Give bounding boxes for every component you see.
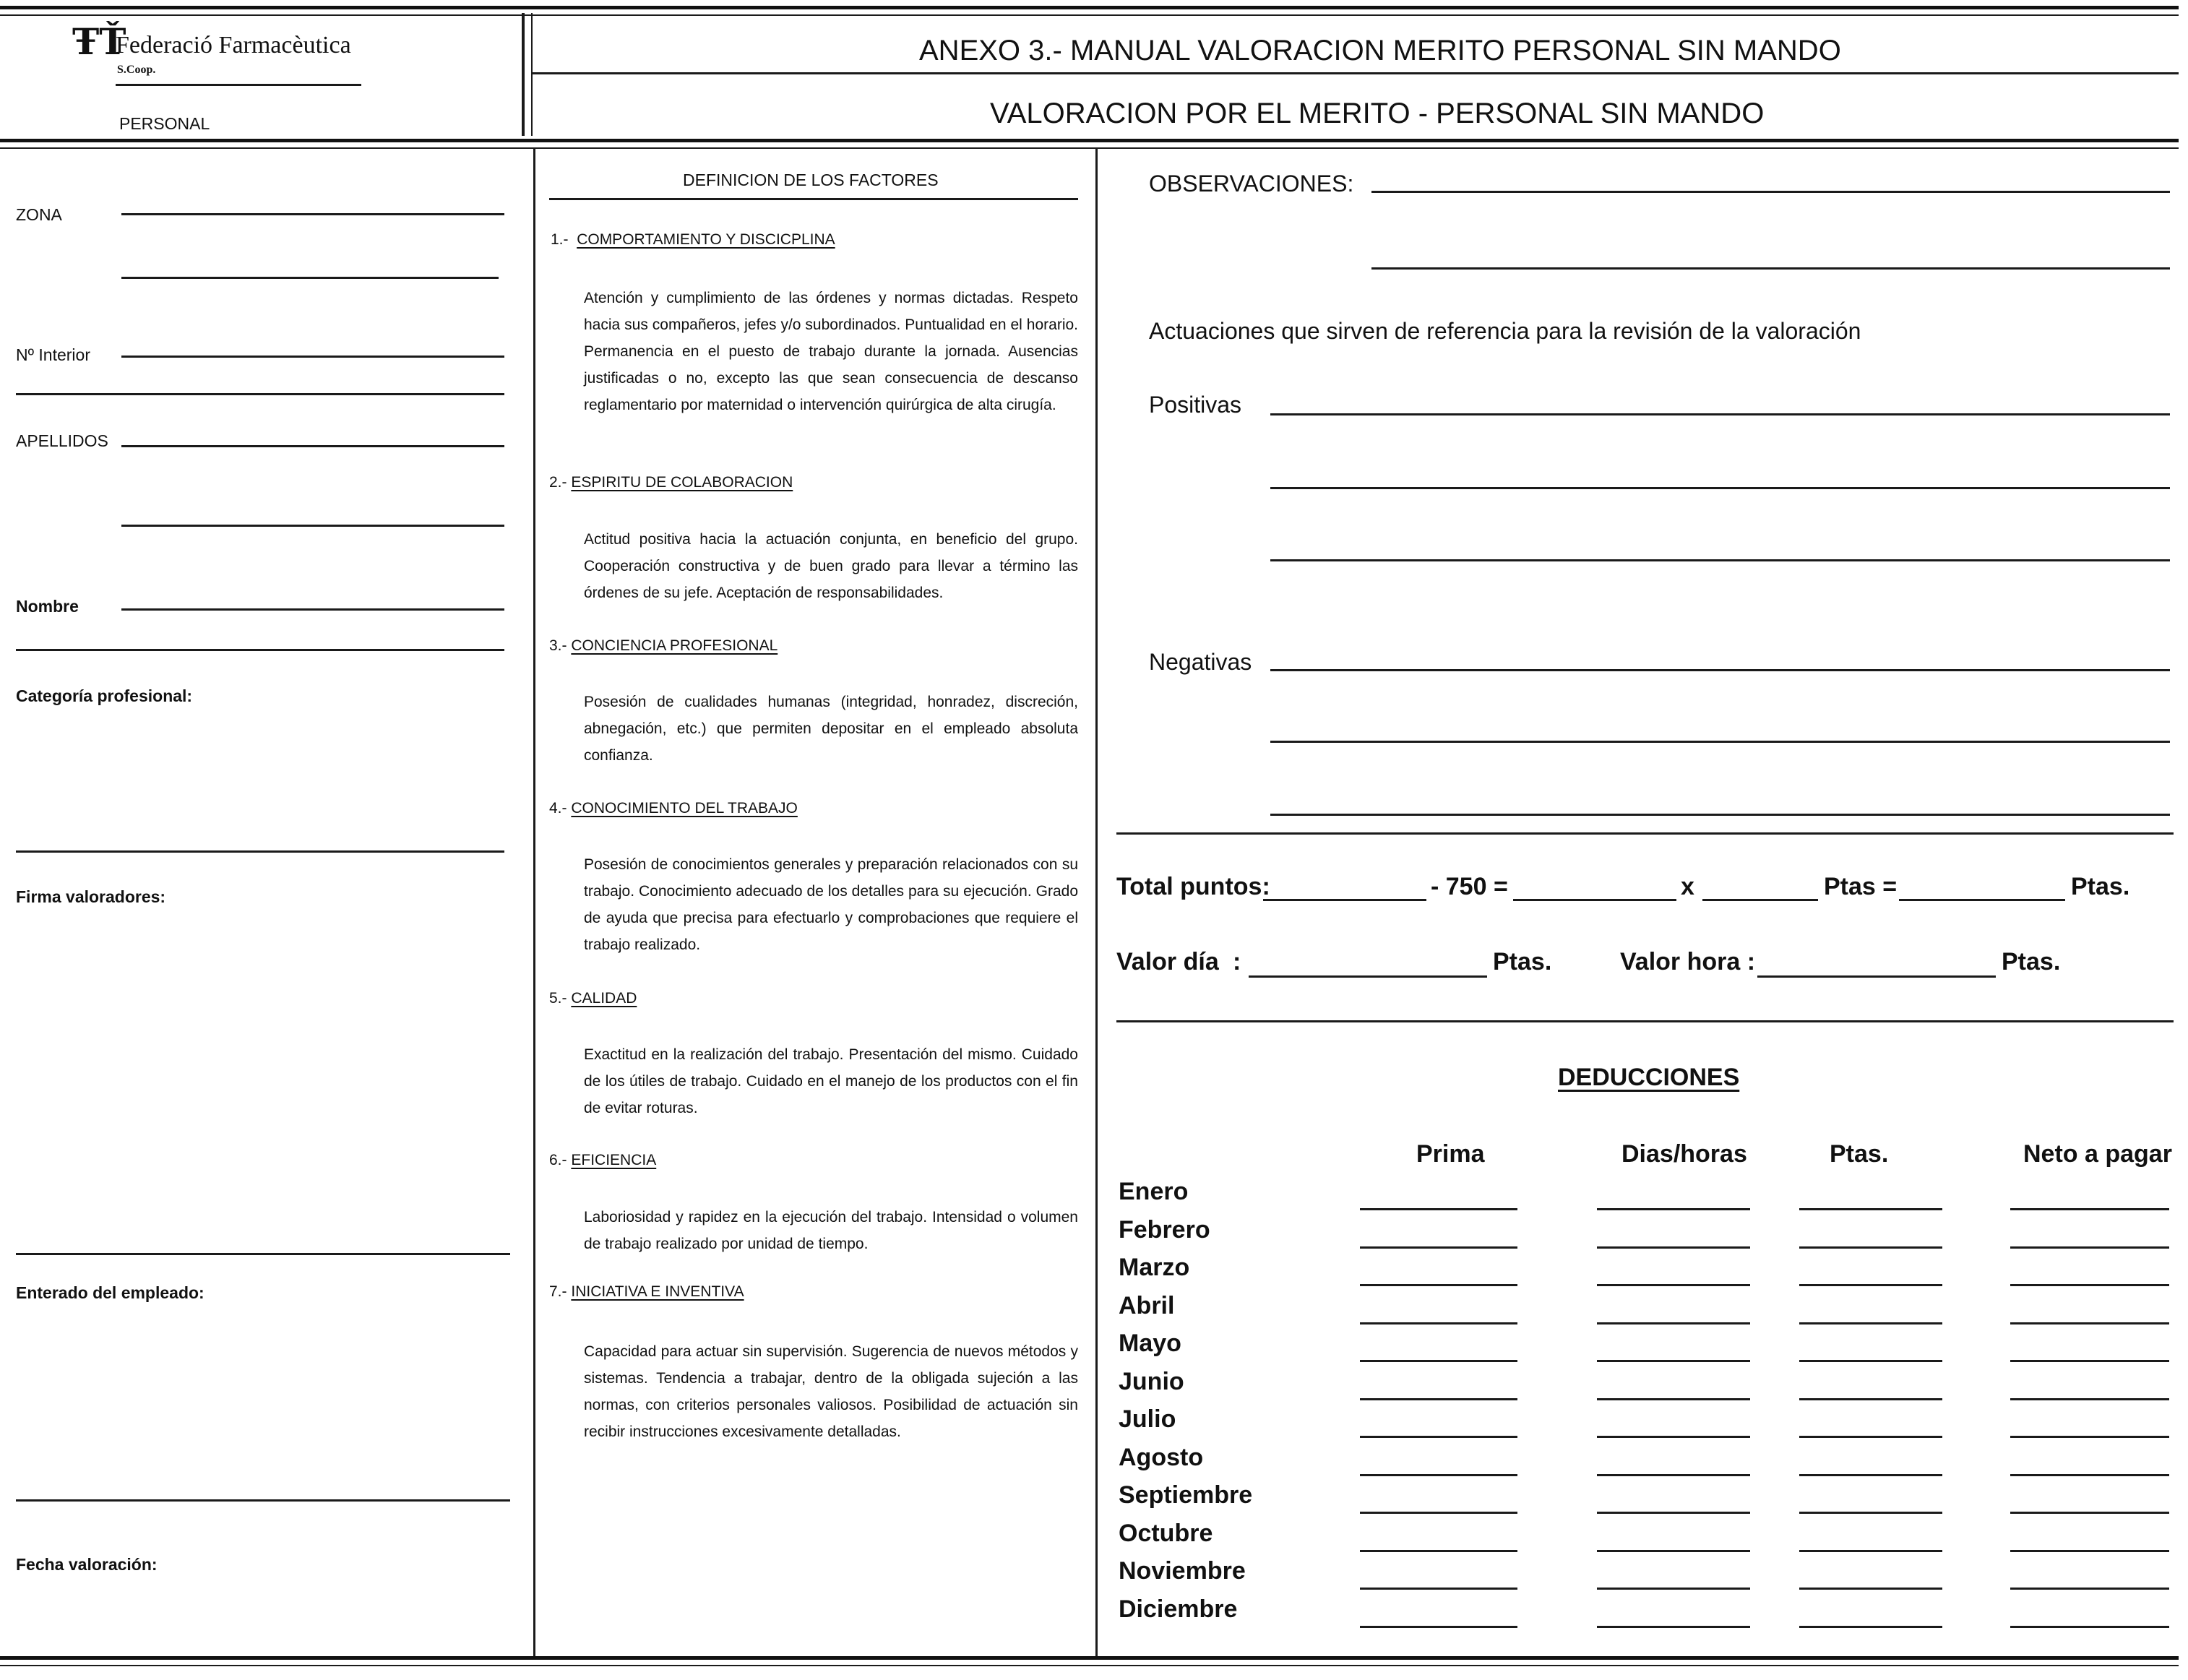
month-field[interactable] — [2010, 1360, 2169, 1362]
negativas-field-3[interactable] — [1270, 814, 2170, 816]
factors-heading-underline — [549, 198, 1078, 200]
month-label: Junio — [1119, 1368, 1184, 1395]
firma-field[interactable] — [16, 1253, 510, 1255]
month-label: Febrero — [1119, 1216, 1210, 1244]
month-field[interactable] — [1799, 1588, 1942, 1590]
apellidos-field-2[interactable] — [121, 525, 504, 527]
month-field[interactable] — [1799, 1246, 1942, 1249]
month-field[interactable] — [1597, 1550, 1750, 1552]
factor-7-title: INICIATIVA E INVENTIVA — [571, 1283, 744, 1300]
month-field[interactable] — [2010, 1512, 2169, 1514]
zona-field-2[interactable] — [121, 277, 499, 279]
month-field[interactable] — [1360, 1284, 1517, 1286]
factors-heading: DEFINICION DE LOS FACTORES — [683, 171, 939, 189]
month-field[interactable] — [1597, 1474, 1750, 1476]
col-prima: Prima — [1416, 1140, 1485, 1168]
month-field[interactable] — [2010, 1474, 2169, 1476]
month-label: Abril — [1119, 1292, 1175, 1319]
zona-label: ZONA — [16, 205, 62, 224]
factor-7-text: Capacidad para actuar sin supervisión. Sugerencia de nuevos métodos y sistemas. Tendencia a trabajar, dentro de la obligada sujeción a las normas, con criterios personales valiosos. Posibilidad de actuación sin recibir instrucciones excesivamente detalladas. — [584, 1343, 1078, 1440]
month-field[interactable] — [1360, 1474, 1517, 1476]
deducciones-heading: DEDUCCIONES — [1558, 1064, 1740, 1091]
month-field[interactable] — [1597, 1512, 1750, 1514]
col-ptas: Ptas. — [1830, 1140, 1889, 1168]
valor-dia-colon: : — [1233, 948, 1241, 975]
factor-6-title: EFICIENCIA — [571, 1152, 657, 1168]
header-bottom-border-2 — [0, 147, 2179, 149]
firma-label: Firma valoradores: — [16, 887, 166, 906]
actuaciones-text: Actuaciones que sirven de referencia para la revisión de la valoración — [1149, 318, 1861, 344]
apellidos-label: APELLIDOS — [16, 431, 108, 450]
factor-4-title: CONOCIMIENTO DEL TRABAJO — [571, 800, 798, 817]
enterado-label: Enterado del empleado: — [16, 1283, 204, 1302]
month-field[interactable] — [1597, 1626, 1750, 1628]
categoria-field[interactable] — [16, 850, 504, 853]
nombre-field[interactable] — [121, 608, 504, 611]
positivas-field-2[interactable] — [1270, 487, 2170, 489]
factor-1-heading: 1.- COMPORTAMIENTO Y DISCICPLINA — [551, 231, 835, 248]
total-puntos-field[interactable] — [1263, 899, 1426, 901]
title-separator — [533, 72, 2179, 74]
logo-underline — [116, 84, 361, 86]
month-field[interactable] — [1360, 1398, 1517, 1400]
factor-3-title: CONCIENCIA PROFESIONAL — [571, 637, 778, 654]
header-bottom-border — [0, 139, 2179, 142]
month-label: Mayo — [1119, 1330, 1181, 1357]
month-field[interactable] — [1799, 1208, 1942, 1210]
month-field[interactable] — [2010, 1588, 2169, 1590]
middle-column-divider — [1095, 149, 1098, 1656]
valor-hora-ptas: Ptas. — [2002, 948, 2061, 975]
factor-1-text: Atención y cumplimiento de las órdenes y normas dictadas. Respeto hacia sus compañeros, jefes y/o subordinados. Puntualidad en el horario. Permanencia en el puesto de trabajo durante la jornada. Ausencias justificadas o no, excepto las que sean consecuencia de descanso reglamentario por maternidad o intervención quirúrgica de alta cirugía. — [584, 290, 1078, 413]
factor-3-text: Posesión de cualidades humanas (integridad, honradez, discreción, abnegación, etc.) que permiten depositar en el empleado absoluta confianza. — [584, 694, 1078, 764]
month-field[interactable] — [1597, 1284, 1750, 1286]
company-subname: S.Coop. — [117, 64, 156, 76]
factor-1-title: COMPORTAMIENTO Y DISCICPLINA — [577, 231, 835, 248]
month-field[interactable] — [1360, 1208, 1517, 1210]
interior-field-2[interactable] — [16, 393, 504, 395]
month-label: Julio — [1119, 1405, 1176, 1433]
col-neto: Neto a pagar — [2023, 1140, 2172, 1168]
month-field[interactable] — [1360, 1360, 1517, 1362]
header-divider-2 — [531, 13, 533, 136]
nombre-label: Nombre — [16, 597, 79, 616]
bottom-border — [0, 1656, 2179, 1660]
month-field[interactable] — [1360, 1322, 1517, 1324]
observaciones-field-2[interactable] — [1371, 267, 2170, 270]
factor-2-title: ESPIRITU DE COLABORACION — [571, 474, 793, 491]
month-field[interactable] — [2010, 1398, 2169, 1400]
factor-2-heading: 2.- ESPIRITU DE COLABORACION — [549, 474, 793, 491]
valor-dia-field[interactable] — [1249, 975, 1487, 978]
col-dias-horas: Dias/horas — [1621, 1140, 1747, 1168]
factor-5-title: CALIDAD — [571, 990, 637, 1007]
month-field[interactable] — [1597, 1588, 1750, 1590]
form-title: ANEXO 3.- MANUAL VALORACION MERITO PERSONAL SIN MANDO — [919, 35, 1841, 66]
month-label: Diciembre — [1119, 1595, 1238, 1623]
month-field[interactable] — [2010, 1208, 2169, 1210]
bottom-border-2 — [0, 1665, 2179, 1666]
month-field[interactable] — [1799, 1284, 1942, 1286]
positivas-field[interactable] — [1270, 413, 2170, 415]
result-field[interactable] — [1513, 899, 1676, 901]
observaciones-label: OBSERVACIONES: — [1149, 171, 1354, 197]
month-field[interactable] — [1360, 1436, 1517, 1438]
month-field[interactable] — [1597, 1436, 1750, 1438]
month-field[interactable] — [1360, 1550, 1517, 1552]
ptas-label: Ptas. — [2071, 873, 2130, 900]
categoria-label: Categoría profesional: — [16, 686, 193, 705]
factor-field[interactable] — [1702, 899, 1818, 901]
interior-label: Nº Interior — [16, 345, 90, 364]
month-field[interactable] — [1597, 1360, 1750, 1362]
month-label: Marzo — [1119, 1254, 1190, 1281]
fecha-label: Fecha valoración: — [16, 1555, 158, 1574]
top-border — [0, 6, 2179, 9]
month-field[interactable] — [1799, 1512, 1942, 1514]
logo-icon: ŦŤ — [72, 20, 126, 63]
positivas-label: Positivas — [1149, 392, 1242, 418]
month-field[interactable] — [2010, 1550, 2169, 1552]
department-label: PERSONAL — [119, 114, 210, 133]
valor-hora-field[interactable] — [1757, 975, 1996, 978]
ptas-total-field[interactable] — [1899, 899, 2065, 901]
month-label: Septiembre — [1119, 1481, 1253, 1509]
total-puntos-label: Total puntos: — [1116, 873, 1270, 900]
month-field[interactable] — [2010, 1322, 2169, 1324]
factor-7-heading: 7.- INICIATIVA E INVENTIVA — [549, 1283, 744, 1300]
header-divider — [522, 13, 525, 136]
month-field[interactable] — [1360, 1626, 1517, 1628]
month-field[interactable] — [2010, 1246, 2169, 1249]
factor-3-heading: 3.- CONCIENCIA PROFESIONAL — [549, 637, 778, 654]
deducciones-top-rule — [1116, 1020, 2174, 1022]
month-field[interactable] — [2010, 1284, 2169, 1286]
month-field[interactable] — [1597, 1398, 1750, 1400]
totals-top-rule — [1116, 832, 2174, 835]
form-subtitle: VALORACION POR EL MERITO - PERSONAL SIN MANDO — [990, 98, 1765, 129]
month-field[interactable] — [1799, 1360, 1942, 1362]
company-name: Federació Farmacèutica — [116, 32, 351, 59]
observaciones-field[interactable] — [1371, 191, 2170, 193]
month-field[interactable] — [1799, 1474, 1942, 1476]
month-field[interactable] — [1360, 1588, 1517, 1590]
month-field[interactable] — [2010, 1626, 2169, 1628]
factor-4-text: Posesión de conocimientos generales y preparación relacionados con su trabajo. Conocimiento adecuado de los detalles para su ejecución. Grado de ayuda que precisa para efectuarlo y comprobaciones que requiere el trabajo realizado. — [584, 856, 1078, 953]
positivas-field-3[interactable] — [1270, 559, 2170, 561]
month-field[interactable] — [1360, 1512, 1517, 1514]
nombre-field-2[interactable] — [16, 649, 504, 651]
month-label: Agosto — [1119, 1444, 1204, 1471]
times-label: x — [1681, 873, 1694, 900]
zona-field[interactable] — [121, 213, 504, 215]
factor-5-heading: 5.- CALIDAD — [549, 990, 637, 1007]
negativas-label: Negativas — [1149, 649, 1252, 675]
month-field[interactable] — [1597, 1208, 1750, 1210]
month-field[interactable] — [1799, 1626, 1942, 1628]
minus-750-label: - 750 = — [1431, 873, 1508, 900]
factor-6-text: Laboriosidad y rapidez en la ejecución del trabajo. Intensidad o volumen de trabajo realizado por unidad de tiempo. — [584, 1209, 1078, 1252]
valor-hora-label: Valor hora : — [1620, 948, 1756, 975]
month-field[interactable] — [1597, 1246, 1750, 1249]
top-border-inner — [0, 14, 2179, 16]
interior-field[interactable] — [121, 356, 504, 358]
factor-2-text: Actitud positiva hacia la actuación conjunta, en beneficio del grupo. Cooperación constructiva y de buen grado para llevar a término las órdenes de su jefe. Aceptación de responsabilidades. — [584, 531, 1078, 601]
month-field[interactable] — [1799, 1398, 1942, 1400]
factor-5-text: Exactitud en la realización del trabajo. Presentación del mismo. Cuidado de los útiles de trabajo. Cuidado en el manejo de los productos con el fin de evitar roturas. — [584, 1046, 1078, 1116]
apellidos-field[interactable] — [121, 445, 504, 447]
factor-6-heading: 6.- EFICIENCIA — [549, 1152, 657, 1168]
month-label: Octubre — [1119, 1520, 1213, 1547]
month-field[interactable] — [2010, 1436, 2169, 1438]
month-label: Enero — [1119, 1178, 1189, 1205]
left-column-divider — [533, 149, 535, 1656]
valor-dia-ptas: Ptas. — [1493, 948, 1552, 975]
ptas-equals-label: Ptas = — [1824, 873, 1898, 900]
factor-4-heading: 4.- CONOCIMIENTO DEL TRABAJO — [549, 800, 798, 817]
month-field[interactable] — [1597, 1322, 1750, 1324]
negativas-field[interactable] — [1270, 669, 2170, 671]
valor-dia-label: Valor día — [1116, 948, 1219, 975]
month-field[interactable] — [1799, 1322, 1942, 1324]
month-field[interactable] — [1799, 1436, 1942, 1438]
negativas-field-2[interactable] — [1270, 741, 2170, 743]
enterado-field[interactable] — [16, 1499, 510, 1502]
month-field[interactable] — [1799, 1550, 1942, 1552]
month-field[interactable] — [1360, 1246, 1517, 1249]
month-label: Noviembre — [1119, 1557, 1246, 1585]
